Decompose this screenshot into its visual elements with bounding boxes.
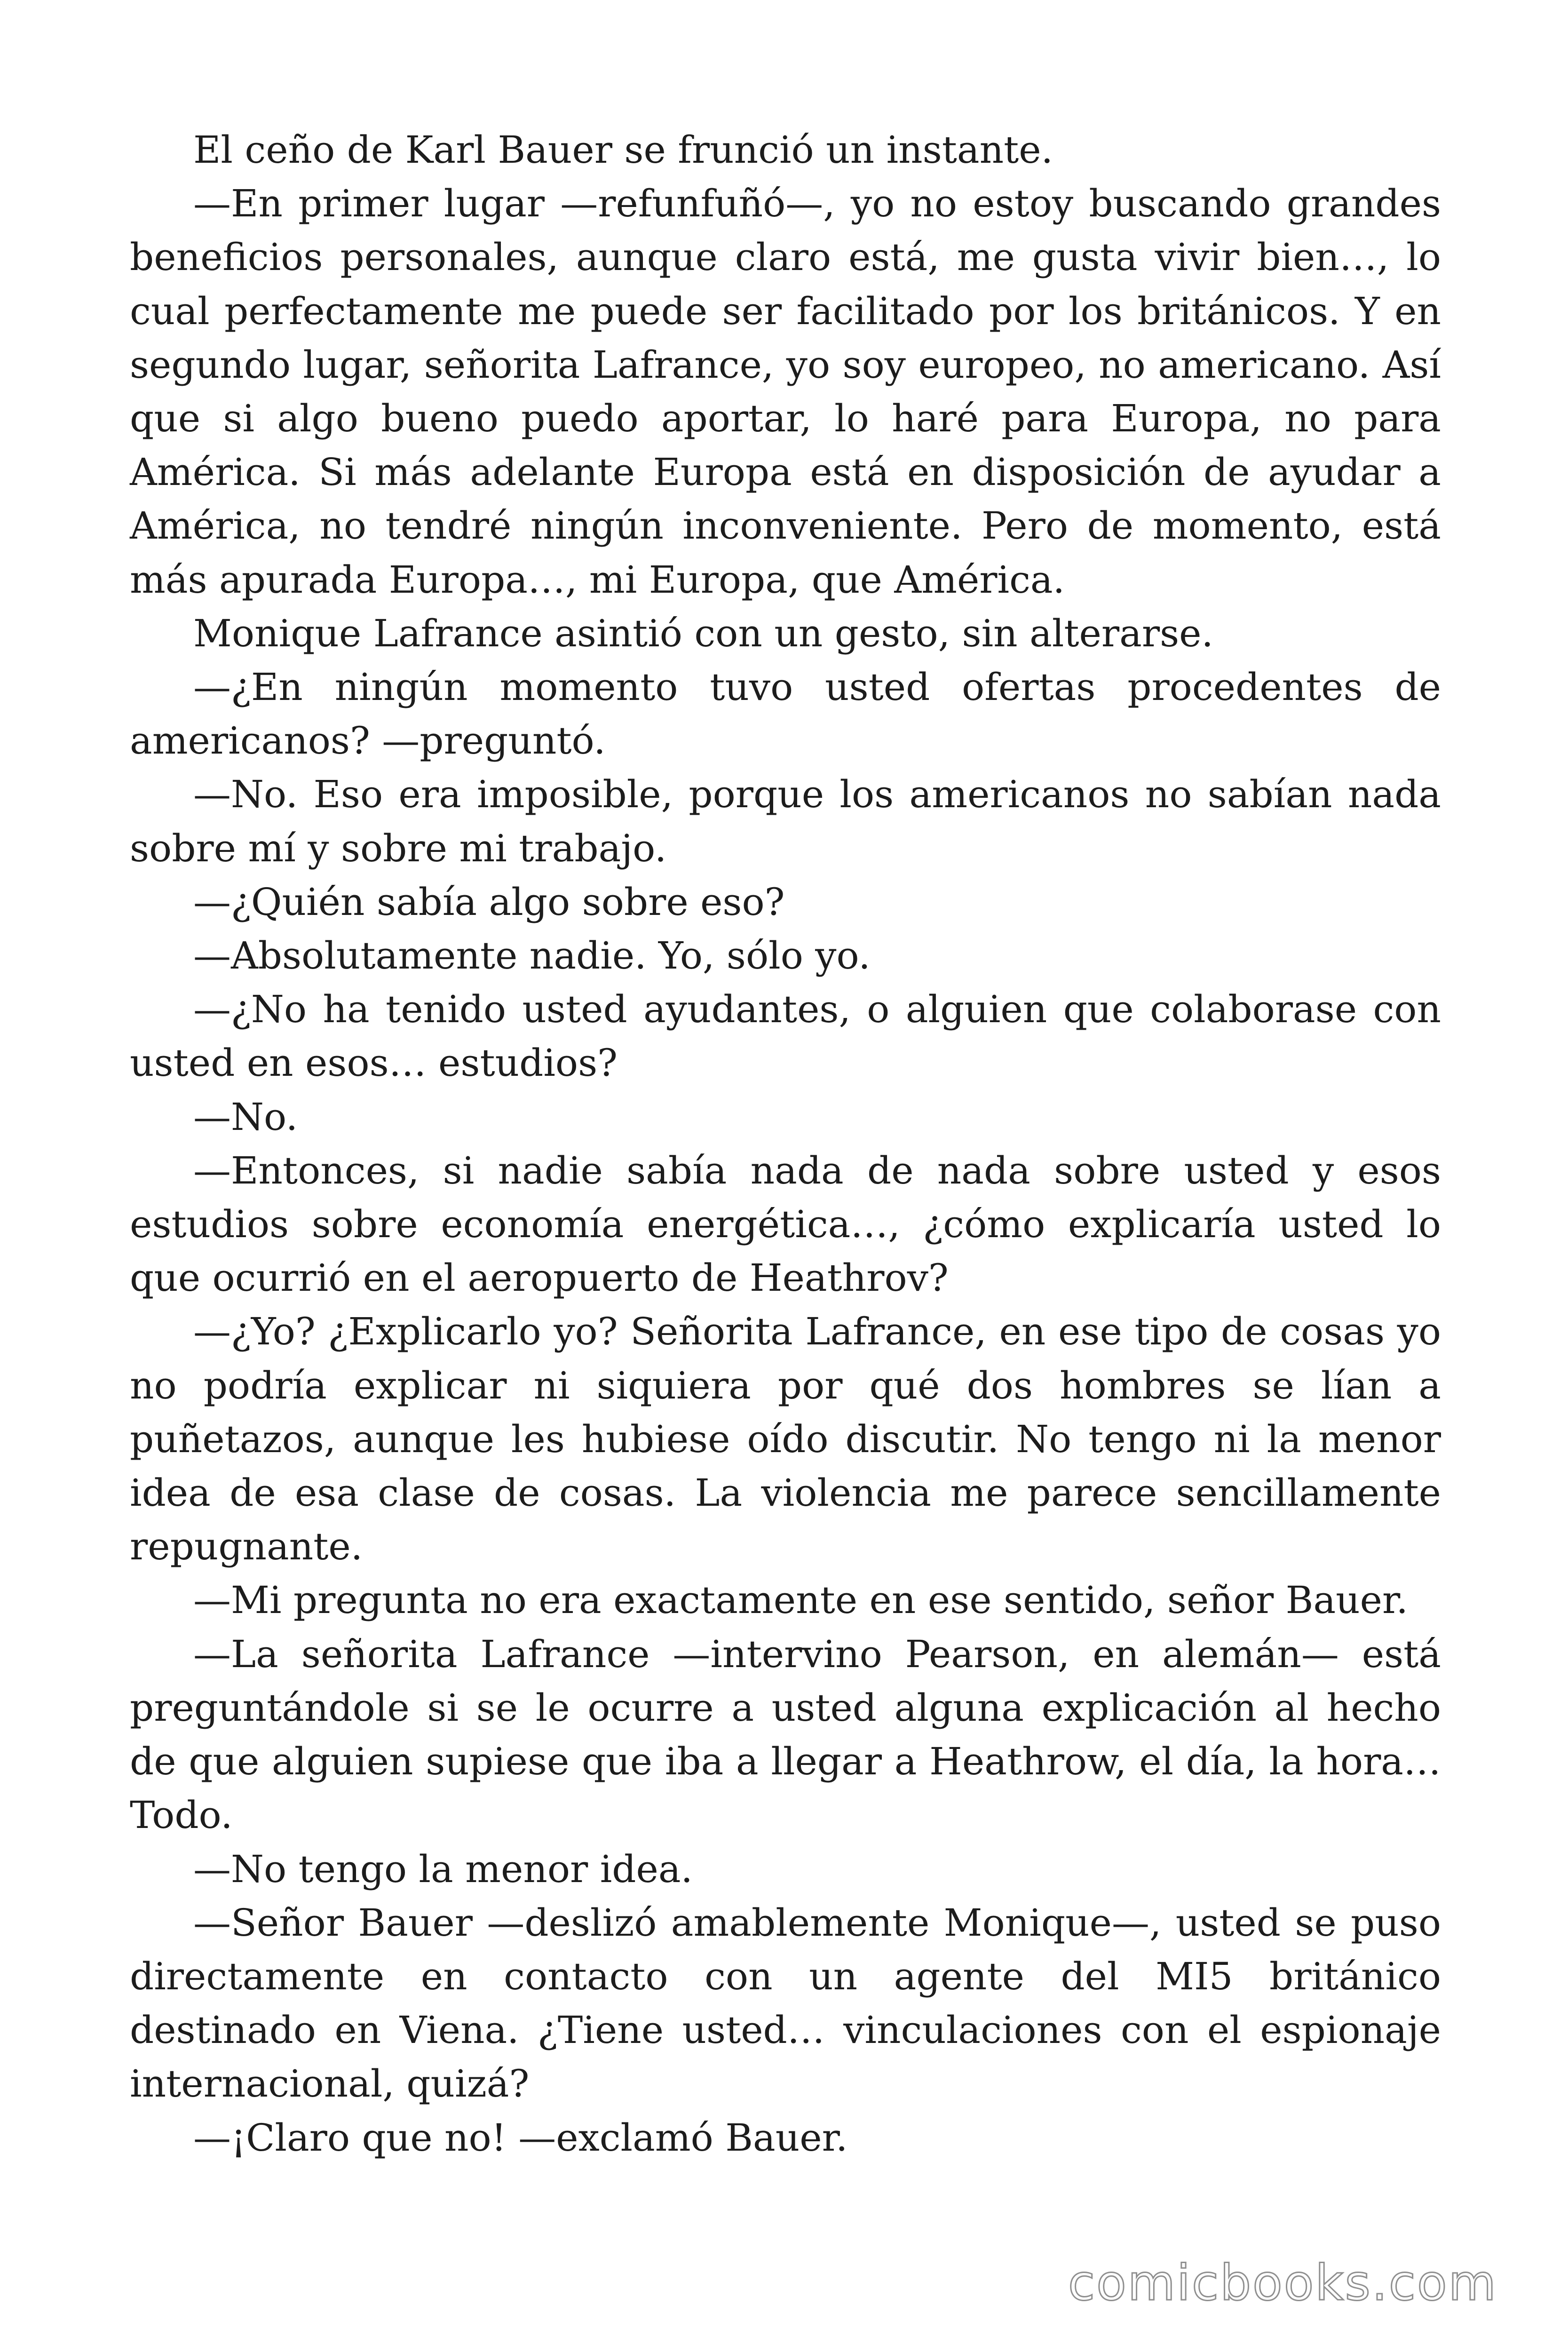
paragraph: Monique Lafrance asintió con un gesto, sin alterarse. [193,611,1213,655]
paragraph: —¿No ha tenido usted ayudantes, o alguien que colaborase con usted en esos… estudios? [130,987,1441,1085]
paragraph: El ceño de Karl Bauer se frunció un instante. [193,128,1053,172]
paragraph: —La señorita Lafrance —intervino Pearson, en alemán— está preguntándole si se le ocurre a usted alguna explicación al hecho de que alguien supiese que iba a llegar a Heathrow, el día, la hora… Todo. [130,1632,1441,1837]
paragraph: —¿Quién sabía algo sobre eso? [193,880,785,924]
paragraph: —¿Yo? ¿Explicarlo yo? Señorita Lafrance, en ese tipo de cosas yo no podría explicar ni siquiera por qué dos hombres se lían a puñetazos, aunque les hubiese oído discutir. No tengo ni la menor idea de esa clase de cosas. La violencia me parece sencillamente repugnante. [130,1310,1441,1569]
paragraph: —Entonces, si nadie sabía nada de nada sobre usted y esos estudios sobre economía energética…, ¿cómo explicaría usted lo que ocurrió en el aeropuerto de Heathrov? [130,1148,1441,1300]
paragraph: —¿En ningún momento tuvo usted ofertas procedentes de americanos? —preguntó. [130,665,1441,763]
paragraph: —Mi pregunta no era exactamente en ese sentido, señor Bauer. [193,1578,1408,1622]
paragraph: —¡Claro que no! —exclamó Bauer. [193,2115,848,2160]
watermark: comicbooks.com [1068,2254,1497,2312]
body-text [130,123,1441,2165]
paragraph: —No tengo la menor idea. [193,1847,693,1891]
paragraph: —Absolutamente nadie. Yo, sólo yo. [193,934,871,978]
paragraph: —No. Eso era imposible, porque los americanos no sabían nada sobre mí y sobre mi trabajo. [130,772,1441,870]
paragraph: —Señor Bauer —deslizó amablemente Monique—, usted se puso directamente en contacto con un agente del MI5 británico destinado en Viena. ¿Tiene usted… vinculaciones con el espionaje internacional, quizá? [130,1900,1441,2106]
paragraph: —En primer lugar —refunfuñó—, yo no estoy buscando grandes beneficios personales, aunque claro está, me gusta vivir bien…, lo cual perfectamente me puede ser facilitado por los británicos. Y en segundo lugar, señorita Lafrance, yo soy europeo, no americano. Así que si algo bueno puedo aportar, lo haré para Europa, no para América. Si más adelante Europa está en disposición de ayudar a América, no tendré ningún inconveniente. Pero de momento, está más apurada Europa…, mi Europa, que América. [130,182,1441,602]
paragraph: —No. [193,1095,298,1139]
